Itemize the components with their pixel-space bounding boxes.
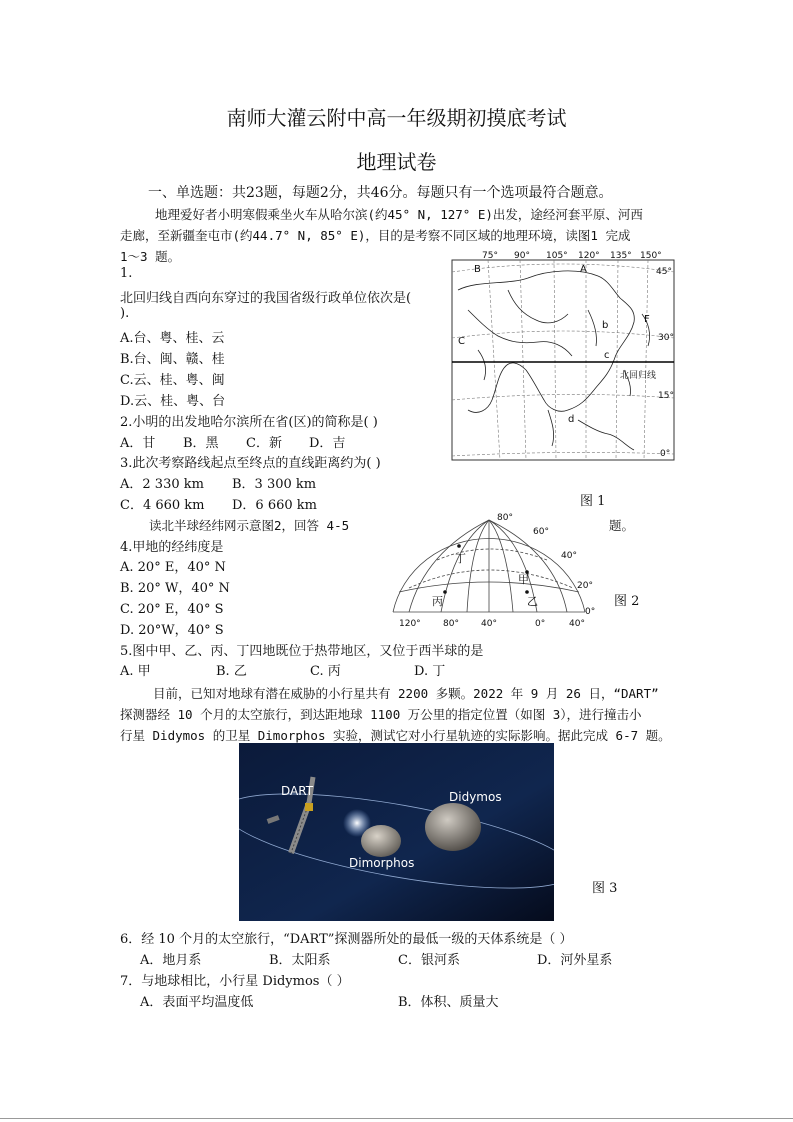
q3-option-a[interactable]: A．2 330 km — [120, 477, 204, 492]
q7-option-a[interactable]: A．表面平均温度低 — [140, 995, 254, 1010]
intro-line-2: 走廊，至新疆奎屯市(约44.7° N, 85° E)，目的是考察不同区域的地理环境，读图1 完成 — [120, 228, 631, 243]
q5-option-a[interactable]: A. 甲 — [120, 664, 151, 679]
q2-option-c[interactable]: C．新 — [246, 436, 282, 451]
lon-label: 80° — [443, 619, 459, 629]
q2-option-d[interactable]: D．吉 — [309, 436, 346, 451]
q1-option-a[interactable]: A.台、粤、桂、云 — [120, 331, 225, 346]
q5-option-d[interactable]: D. 丁 — [414, 664, 446, 679]
intro3-line-1: 目前，已知对地球有潜在威胁的小行星共有 2200 多颗。2022 年 9 月 26 日，“DART” — [153, 686, 659, 701]
svg-text:F: F — [644, 314, 650, 325]
q3-stem: 3.此次考察路线起点至终点的直线距离约为( ) — [120, 456, 381, 471]
q2-option-b[interactable]: B．黑 — [183, 436, 219, 451]
point-jia: 甲 — [518, 573, 529, 586]
lat-label: 80° — [497, 513, 513, 523]
lon-label: 40° — [569, 619, 585, 629]
q2-option-a[interactable]: A．甘 — [120, 436, 156, 451]
lon-label: 0° — [535, 619, 546, 629]
lat-label: 20° — [577, 581, 593, 591]
q5-stem: 5.图中甲、乙、丙、丁四地既位于热带地区，又位于西半球的是 — [120, 644, 484, 659]
figure2-graticule — [385, 512, 595, 630]
intro2-tail: 题。 — [609, 518, 635, 533]
figure1-caption: 图 1 — [580, 494, 606, 509]
lat-label: 15° — [658, 391, 674, 401]
figure3-caption: 图 3 — [592, 881, 618, 896]
section-heading: 一、单选题：共23题，每题2分，共46分。每题只有一个选项最符合题意。 — [148, 185, 613, 201]
label-dart: DART — [281, 784, 314, 798]
q5-option-c[interactable]: C. 丙 — [310, 664, 341, 679]
lat-label: 45° — [656, 267, 672, 277]
lat-label: 0° — [585, 607, 595, 617]
svg-text:b: b — [602, 320, 609, 331]
page-title: 南师大灌云附中高一年级期初摸底考试 — [226, 106, 567, 130]
lon-label: 40° — [481, 619, 497, 629]
q1-option-b[interactable]: B.台、闽、赣、桂 — [120, 352, 225, 367]
lat-label: 0° — [660, 449, 671, 459]
svg-text:c: c — [604, 350, 610, 361]
page-bottom-rule — [0, 1118, 793, 1119]
q1-option-c[interactable]: C.云、桂、粤、闽 — [120, 373, 225, 388]
q6-option-c[interactable]: C．银河系 — [398, 953, 460, 968]
label-dimorphos: Dimorphos — [349, 856, 415, 870]
intro-line-1: 地理爱好者小明寒假乘坐火车从哈尔滨(约45° N, 127° E)出发，途经河套平原、河西 — [155, 207, 643, 222]
point-yi: 乙 — [527, 595, 538, 608]
lon-label: 150° — [640, 251, 662, 261]
q4-stem: 4.甲地的经纬度是 — [120, 540, 224, 555]
lon-label: 90° — [514, 251, 530, 261]
q6-stem: 6．经 10 个月的太空旅行，“DART”探测器所处的最低一级的天体系统是（ ） — [120, 932, 573, 947]
svg-text:d: d — [568, 414, 575, 425]
intro3-line-3: 行星 Didymos 的卫星 Dimorphos 实验，测试它对小行星轨迹的实际影响。据此完成 6-7 题。 — [120, 728, 671, 743]
point-bing: 丙 — [432, 595, 443, 608]
q4-option-b[interactable]: B. 20° W，40° N — [120, 581, 230, 596]
tropic-label: 北回归线 — [620, 371, 657, 381]
q1-stem-2: ). — [120, 306, 130, 321]
q6-option-b[interactable]: B．太阳系 — [269, 953, 331, 968]
q5-option-b[interactable]: B. 乙 — [216, 664, 247, 679]
figure3-image — [239, 743, 554, 921]
lat-label: 40° — [561, 551, 577, 561]
intro3-line-2: 探测器经 10 个月的太空旅行，到达距地球 1100 万公里的指定位置（如图 3），进行撞击小 — [120, 707, 642, 722]
lat-label: 30° — [658, 333, 674, 343]
svg-text:B: B — [474, 264, 481, 275]
q3-option-c[interactable]: C．4 660 km — [120, 498, 205, 513]
q6-option-d[interactable]: D．河外星系 — [537, 953, 613, 968]
svg-text:C: C — [458, 336, 465, 347]
lon-label: 135° — [610, 251, 632, 261]
q6-option-a[interactable]: A．地月系 — [140, 953, 202, 968]
q1-stem: 北回归线自西向东穿过的我国省级行政单位依次是( — [120, 291, 412, 306]
figure2-caption: 图 2 — [614, 594, 640, 609]
q1-number: 1. — [120, 266, 133, 281]
figure1-map — [448, 250, 680, 464]
q4-option-d[interactable]: D. 20°W，40° S — [120, 623, 224, 638]
lon-label: 120° — [399, 619, 421, 629]
lon-label: 105° — [546, 251, 568, 261]
q2-stem: 2.小明的出发地哈尔滨所在省(区)的简称是( ) — [120, 415, 378, 430]
q7-stem: 7．与地球相比，小行星 Didymos（ ） — [120, 974, 350, 989]
q7-option-b[interactable]: B．体积、质量大 — [398, 995, 499, 1010]
q4-option-c[interactable]: C. 20° E，40° S — [120, 602, 224, 617]
q4-option-a[interactable]: A. 20° E，40° N — [120, 560, 226, 575]
point-ding: 丁 — [455, 552, 466, 565]
label-didymos: Didymos — [449, 790, 502, 804]
q3-option-d[interactable]: D．6 660 km — [232, 498, 317, 513]
lat-label: 60° — [533, 527, 549, 537]
svg-text:A: A — [580, 264, 587, 275]
lon-label: 75° — [482, 251, 498, 261]
page-subtitle: 地理试卷 — [356, 150, 437, 174]
intro-line-3: 1～3 题。 — [120, 249, 181, 264]
q3-option-b[interactable]: B．3 300 km — [232, 477, 317, 492]
q1-option-d[interactable]: D.云、桂、粤、台 — [120, 394, 226, 409]
lon-label: 120° — [578, 251, 600, 261]
intro2-text: 读北半球经纬网示意图2，回答 4-5 — [149, 518, 350, 533]
